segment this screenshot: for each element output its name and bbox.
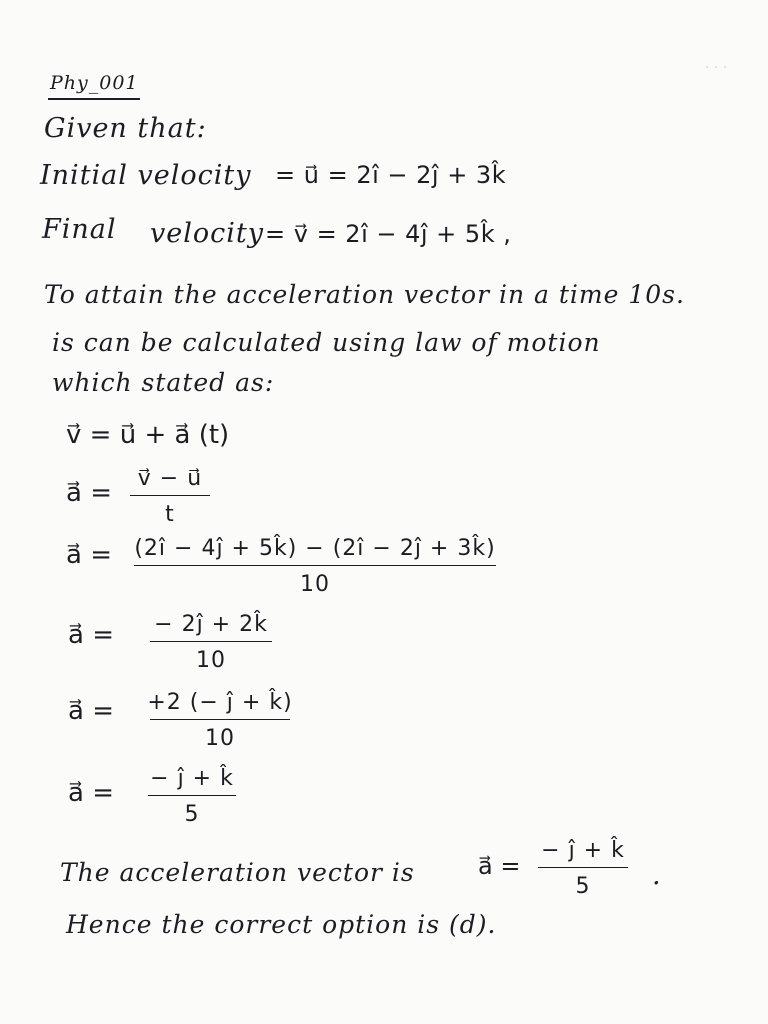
step-2-fraction [130, 466, 210, 527]
conclusion-lhs: a⃗ = [478, 852, 521, 880]
step-4-lhs: a⃗ = [68, 620, 114, 650]
step-3-lhs: a⃗ = [66, 540, 112, 570]
conclusion-fraction [538, 838, 628, 899]
fraction-bar [150, 641, 272, 642]
step-3-fraction [134, 536, 496, 597]
step-6-lhs: a⃗ = [68, 778, 114, 808]
page-title: Phy_001 [50, 72, 139, 94]
conclusion-numerator: − ĵ + k̂ [541, 838, 625, 863]
step-2-lhs: a⃗ = [66, 478, 112, 508]
fraction-bar [134, 565, 496, 566]
step-6-fraction [148, 766, 236, 827]
conclusion-period: . [652, 860, 662, 891]
given-heading: Given that: [44, 113, 207, 144]
final-velocity-equation: = v⃗ = 2î − 4ĵ + 5k̂ , [265, 220, 512, 248]
fraction-bar [148, 795, 236, 796]
step-4-fraction [150, 612, 272, 673]
step-5-fraction [147, 690, 293, 751]
final-velocity-label-2: velocity [150, 218, 264, 249]
final-answer-line: Hence the correct option is (d). [66, 910, 497, 939]
fraction-bar [150, 719, 290, 720]
step-6-numerator: − ĵ + k̂ [150, 766, 234, 791]
faint-ink-mark: · · · [705, 60, 728, 76]
explanation-line-2: is can be calculated using law of motion [52, 328, 601, 357]
conclusion-denominator: 5 [575, 874, 591, 899]
step-5-lhs: a⃗ = [68, 696, 114, 726]
conclusion-text: The acceleration vector is [60, 858, 415, 887]
initial-velocity-label: Initial velocity [40, 160, 252, 191]
fraction-bar [130, 495, 210, 496]
step-6-denominator: 5 [184, 802, 200, 827]
equation-of-motion: v⃗ = u⃗ + a⃗ (t) [66, 420, 230, 450]
step-2-denominator: t [165, 502, 175, 527]
step-3-denominator: 10 [300, 572, 330, 597]
title-underline [48, 98, 140, 100]
step-4-numerator: − 2ĵ + 2k̂ [154, 612, 268, 637]
step-3-numerator: (2î − 4ĵ + 5k̂) − (2î − 2ĵ + 3k̂) [134, 536, 496, 561]
fraction-bar [538, 867, 628, 868]
explanation-line-3: which stated as: [52, 368, 275, 397]
explanation-line-1: To attain the acceleration vector in a time 10s. [44, 280, 685, 309]
step-5-numerator: +2 (− ĵ + k̂) [147, 690, 293, 715]
step-5-denominator: 10 [205, 726, 235, 751]
initial-velocity-equation: = u⃗ = 2î − 2ĵ + 3k̂ [275, 161, 507, 189]
step-2-numerator: v⃗ − u⃗ [137, 466, 203, 491]
final-velocity-label: Final [42, 214, 117, 245]
step-4-denominator: 10 [196, 648, 226, 673]
